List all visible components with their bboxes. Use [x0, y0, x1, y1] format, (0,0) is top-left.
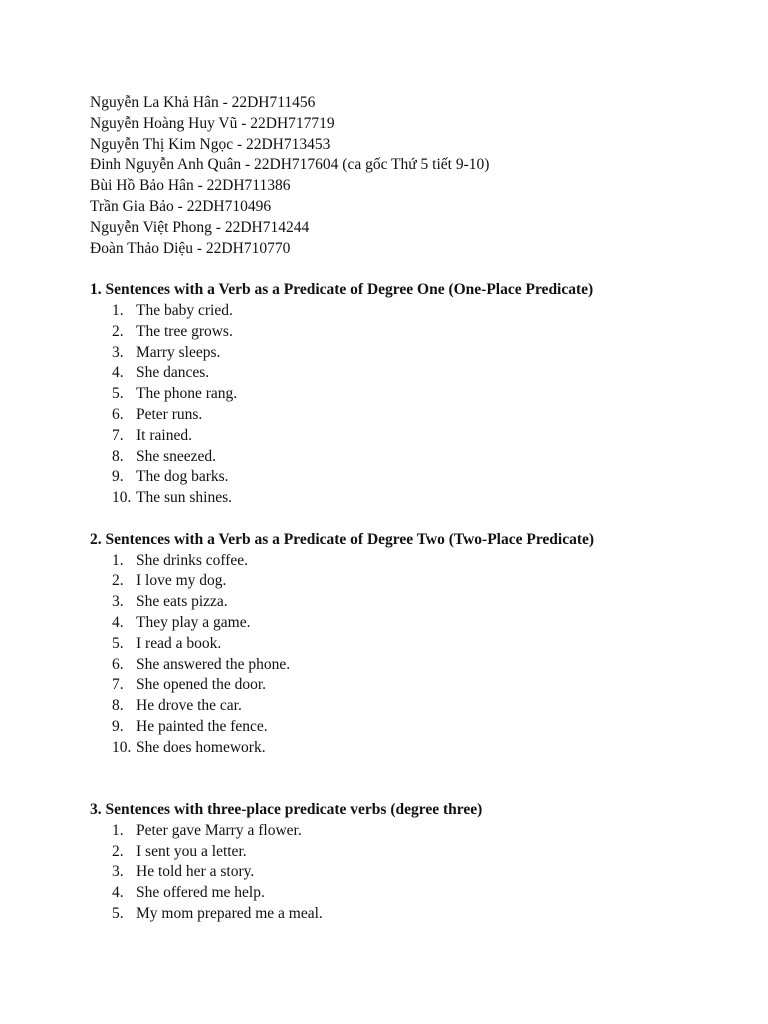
item-number: 2.: [112, 572, 124, 590]
member-line: Đoàn Thảo Diệu - 22DH710770: [90, 239, 291, 257]
item-text: She eats pizza.: [136, 593, 228, 611]
section-two-place: [90, 530, 740, 759]
list-item: [90, 883, 740, 904]
section-one-place: [90, 280, 740, 509]
sentence-list: [90, 551, 740, 759]
member-line: Đinh Nguyễn Anh Quân - 22DH717604 (ca gốc Thứ 5 tiết 9-10): [90, 156, 490, 174]
item-number: 5.: [112, 385, 124, 403]
list-item: [90, 821, 740, 842]
item-number: 6.: [112, 405, 124, 423]
sentence-list: [90, 301, 740, 509]
item-text: I sent you a letter.: [136, 842, 247, 860]
list-item: [90, 738, 740, 759]
item-number: 3.: [112, 593, 124, 611]
item-text: The sun shines.: [136, 489, 233, 507]
list-item: [90, 301, 740, 322]
list-item: [90, 322, 740, 343]
member-line: Trần Gia Bảo - 22DH710496: [90, 197, 272, 215]
item-number: 10.: [112, 489, 132, 507]
list-item: [90, 363, 740, 384]
item-text: I love my dog.: [136, 572, 227, 590]
item-number: 1.: [112, 301, 124, 319]
list-item: [90, 634, 740, 655]
section-three-place: [90, 800, 740, 925]
item-text: She does homework.: [136, 738, 266, 756]
item-text: He painted the fence.: [136, 717, 268, 735]
member-line: Bùi Hồ Bảo Hân - 22DH711386: [90, 177, 291, 195]
item-text: My mom prepared me a meal.: [136, 905, 323, 923]
member-line: Nguyễn Hoàng Huy Vũ - 22DH717719: [90, 114, 335, 132]
item-text: They play a game.: [136, 613, 251, 631]
list-item: [90, 696, 740, 717]
item-text: She sneezed.: [136, 447, 217, 465]
item-number: 9.: [112, 717, 124, 735]
item-text: I read a book.: [136, 634, 222, 652]
item-number: 1.: [112, 821, 124, 839]
item-number: 4.: [112, 884, 124, 902]
item-text: The tree grows.: [136, 322, 233, 340]
item-number: 9.: [112, 468, 124, 486]
section-heading: 1. Sentences with a Verb as a Predicate of Degree One (One-Place Predicate): [90, 281, 594, 299]
spacer: [90, 509, 740, 530]
list-item: [90, 426, 740, 447]
item-text: Marry sleeps.: [136, 343, 221, 361]
list-item: [90, 613, 740, 634]
list-item: [90, 551, 740, 572]
section-heading: 3. Sentences with three-place predicate verbs (degree three): [90, 801, 483, 819]
list-item: [90, 467, 740, 488]
member-list: [90, 93, 740, 259]
item-text: She offered me help.: [136, 884, 265, 902]
item-number: 4.: [112, 613, 124, 631]
item-text: The baby cried.: [136, 301, 233, 319]
item-number: 5.: [112, 905, 124, 923]
item-text: She drinks coffee.: [136, 551, 249, 569]
spacer: [90, 759, 740, 801]
item-text: She opened the door.: [136, 676, 267, 694]
item-number: 7.: [112, 426, 124, 444]
item-number: 5.: [112, 634, 124, 652]
item-text: She dances.: [136, 364, 210, 382]
item-number: 6.: [112, 655, 124, 673]
member-line: Nguyễn Việt Phong - 22DH714244: [90, 218, 310, 236]
member-line: Nguyễn Thị Kim Ngọc - 22DH713453: [90, 135, 331, 153]
item-number: 3.: [112, 863, 124, 881]
item-text: Peter gave Marry a flower.: [136, 821, 302, 839]
item-text: He drove the car.: [136, 697, 242, 715]
list-item: [90, 447, 740, 468]
item-number: 2.: [112, 322, 124, 340]
item-number: 7.: [112, 676, 124, 694]
item-number: 2.: [112, 842, 124, 860]
list-item: [90, 571, 740, 592]
item-text: He told her a story.: [136, 863, 255, 881]
item-text: It rained.: [136, 426, 192, 444]
item-number: 4.: [112, 364, 124, 382]
list-item: [90, 842, 740, 863]
list-item: [90, 675, 740, 696]
list-item: [90, 343, 740, 364]
list-item: [90, 592, 740, 613]
list-item: [90, 384, 740, 405]
item-text: The phone rang.: [136, 385, 238, 403]
item-text: The dog barks.: [136, 468, 229, 486]
section-heading: 2. Sentences with a Verb as a Predicate of Degree Two (Two-Place Predicate): [90, 530, 595, 548]
item-number: 10.: [112, 738, 132, 756]
list-item: [90, 405, 740, 426]
sentence-list: [90, 821, 740, 925]
document-page: [90, 93, 740, 925]
list-item: [90, 717, 740, 738]
item-number: 8.: [112, 697, 124, 715]
item-number: 8.: [112, 447, 124, 465]
item-number: 3.: [112, 343, 124, 361]
item-number: 1.: [112, 551, 124, 569]
item-text: Peter runs.: [136, 405, 203, 423]
item-text: She answered the phone.: [136, 655, 291, 673]
list-item: [90, 862, 740, 883]
member-line: Nguyễn La Khả Hân - 22DH711456: [90, 94, 316, 111]
list-item: [90, 655, 740, 676]
list-item: [90, 904, 740, 925]
list-item: [90, 488, 740, 509]
spacer: [90, 259, 740, 280]
